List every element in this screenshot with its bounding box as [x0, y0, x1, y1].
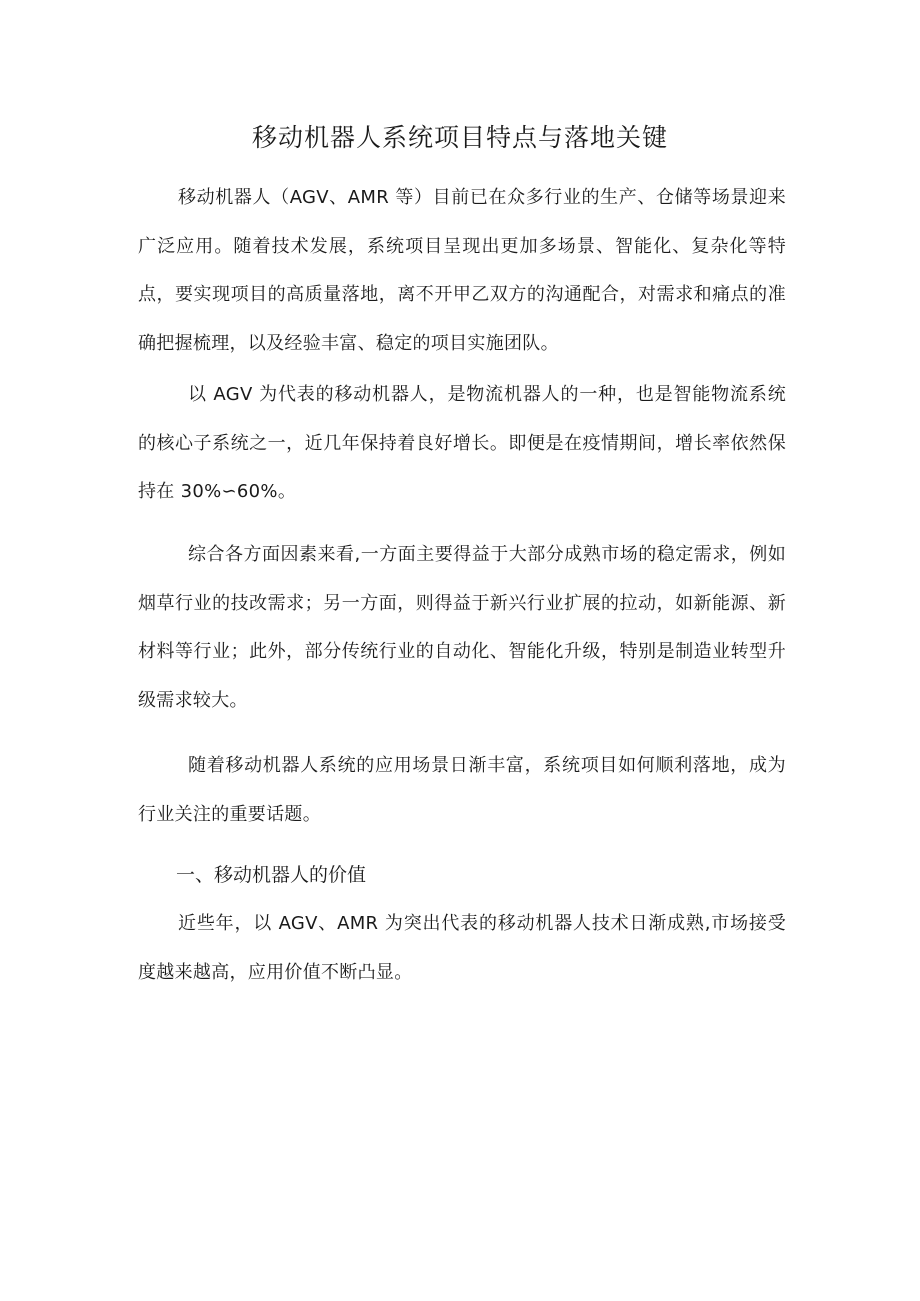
- paragraph-value: 近些年，以 AGV、AMR 为突出代表的移动机器人技术日渐成熟,市场接受度越来越高，应用价值不断凸显。: [138, 913, 786, 983]
- document-title: 移动机器人系统项目特点与落地关键: [251, 123, 668, 152]
- paragraph-landing-topic: 随着移动机器人系统的应用场景日渐丰富，系统项目如何顺利落地，成为行业关注的重要话题。: [138, 755, 786, 825]
- paragraph-agv-growth: 以 AGV 为代表的移动机器人，是物流机器人的一种，也是智能物流系统的核心子系统之一，近几年保持着良好增长。即便是在疫情期间，增长率依然保持在 30%∽60%。: [138, 384, 786, 502]
- paragraph-intro: 移动机器人（AGV、AMR 等）目前已在众多行业的生产、仓储等场景迎来广泛应用。随着技术发展，系统项目呈现出更加多场景、智能化、复杂化等特点，要实现项目的高质量落地，离不开甲乙双方的沟通配合，对需求和痛点的准确把握梳理，以及经验丰富、稳定的项目实施团队。: [138, 187, 786, 354]
- section-heading-value: 一、移动机器人的价值: [176, 864, 367, 886]
- paragraph-market-drivers: 综合各方面因素来看,一方面主要得益于大部分成熟市场的稳定需求，例如烟草行业的技改需求；另一方面，则得益于新兴行业扩展的拉动，如新能源、新材料等行业；此外，部分传统行业的自动化、智能化升级，特别是制造业转型升级需求较大。: [138, 544, 786, 711]
